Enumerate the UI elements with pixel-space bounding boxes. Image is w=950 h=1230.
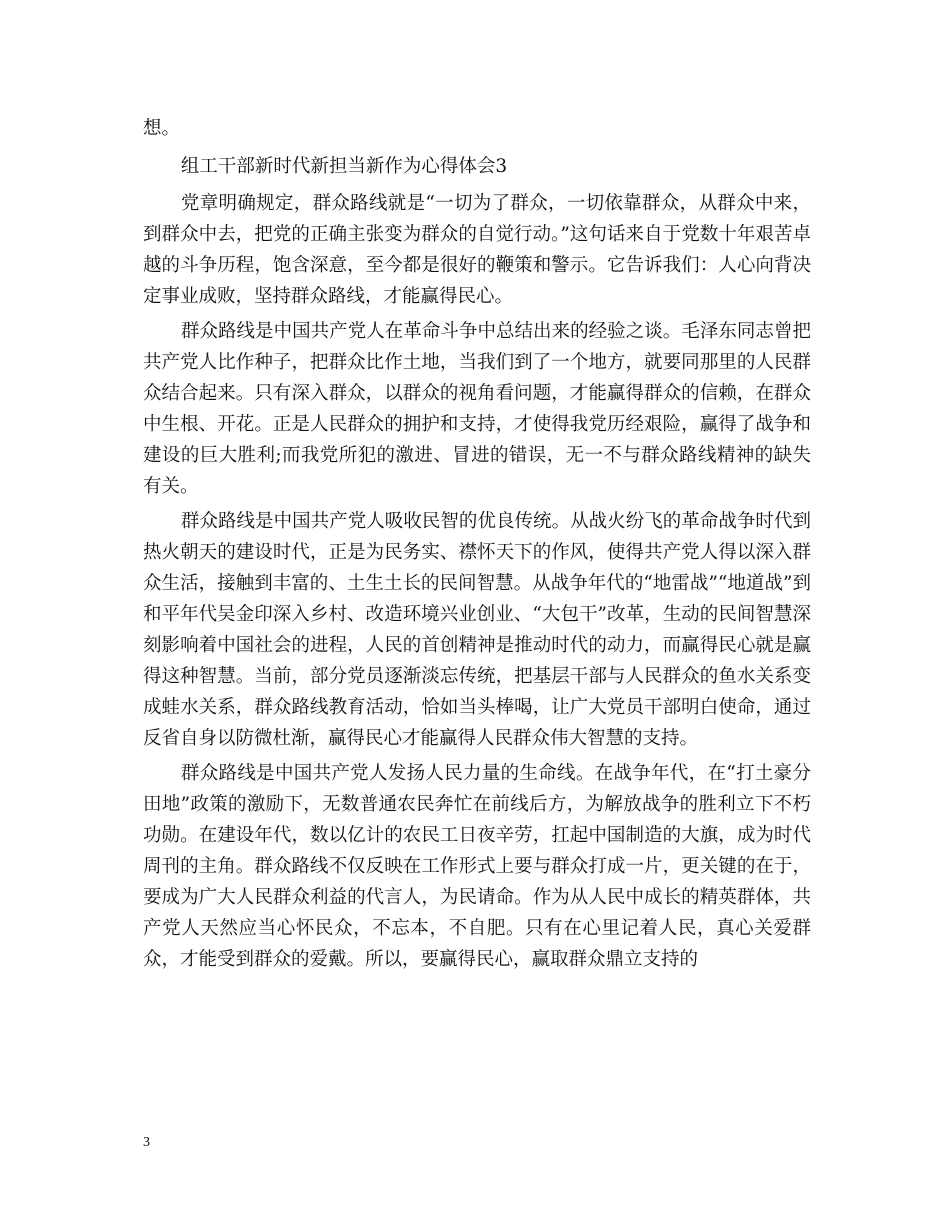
body-paragraph-2: 群众路线是中国共产党人在革命斗争中总结出来的经验之谈。毛泽东同志曾把共产党人比作种子，把群众比作土地，当我们到了一个地方，就要同那里的人民群众结合起来。只有深入群众，以群众的视角看问题，才能赢得群众的信赖，在群众中生根、开花。正是人民群众的拥护和支持，才使得我党历经艰险，赢得了战争和建设的巨大胜利;而我党所犯的激进、冒进的错误，无一不与群众路线精神的缺失有关。 bbox=[143, 321, 811, 497]
body-paragraph-1: 党章明确规定，群众路线就是“一切为了群众，一切依靠群众，从群众中来，到群众中去，把党的正确主张变为群众的自觉行动。”这句话来自于党数十年艰苦卓越的斗争历程，饱含深意，至今都是很好的鞭策和警示。它告诉我们：人心向背决定事业成败，坚持群众路线，才能赢得民心。 bbox=[143, 193, 811, 307]
body-paragraph-3: 群众路线是中国共产党人吸收民智的优良传统。从战火纷飞的革命战争时代到热火朝天的建设时代，正是为民务实、襟怀天下的作风，使得共产党人得以深入群众生活，接触到丰富的、土生土长的民间智慧。从战争年代的“地雷战”“地道战”到和平年代吴金印深入乡村、改造环境兴业创业、“大包干”改革，生动的民间智慧深刻影响着中国社会的进程，人民的首创精神是推动时代的动力，而赢得民心就是赢得这种智慧。当前，部分党员逐渐淡忘传统，把基层干部与人民群众的鱼水关系变成蛙水关系，群众路线教育活动，恰如当头棒喝，让广大党员干部明白使命，通过反省自身以防微杜渐，赢得民心才能赢得人民群众伟大智慧的支持。 bbox=[143, 511, 811, 749]
page-number: 3 bbox=[143, 1135, 150, 1150]
document-body bbox=[143, 113, 811, 979]
body-paragraph-4: 群众路线是中国共产党人发扬人民力量的生命线。在战争年代，在“打土豪分田地”政策的激励下，无数普通农民奔忙在前线后方，为解放战争的胜利立下不朽功勋。在建设年代，数以亿计的农民工日夜辛劳，扛起中国制造的大旗，成为时代周刊的主角。群众路线不仅反映在工作形式上要与群众打成一片，更关键的在于，要成为广大人民群众利益的代言人，为民请命。作为从人民中成长的精英群体，共产党人天然应当心怀民众，不忘本，不自肥。只有在心里记着人民，真心关爱群众，才能受到群众的爱戴。所以，要赢得民心，赢取群众鼎立支持的 bbox=[143, 763, 811, 970]
section-heading: 组工干部新时代新担当新作为心得体会3 bbox=[180, 156, 508, 177]
continued-text-fragment: 想。 bbox=[143, 118, 181, 139]
